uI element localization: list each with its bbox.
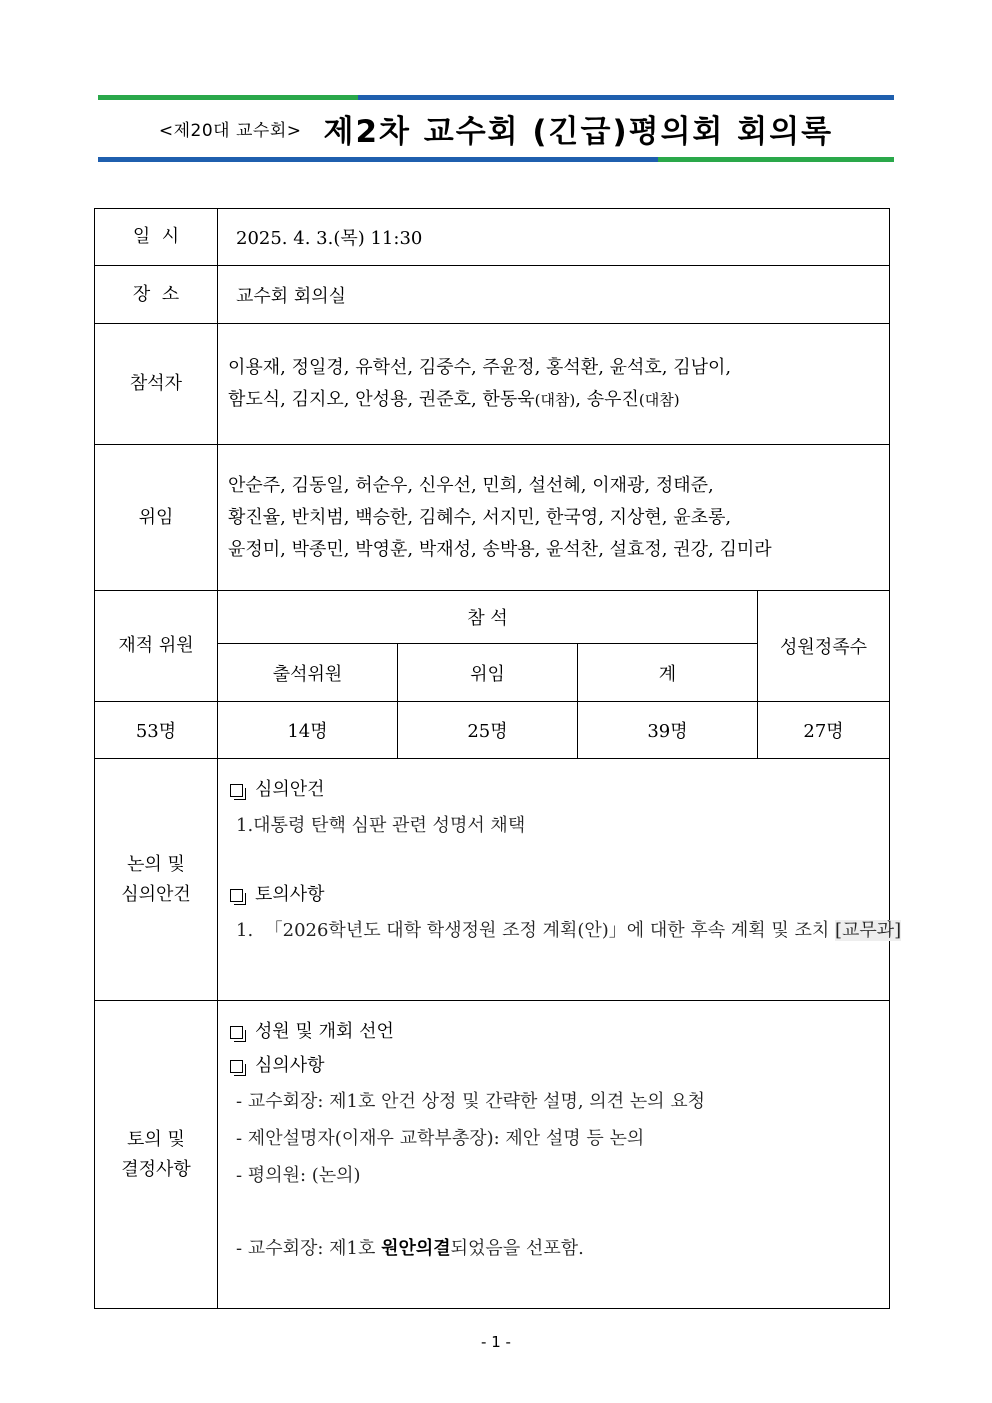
- section-heading: [228, 1015, 881, 1049]
- attendees-names: , 송우진: [575, 389, 639, 410]
- place-label: 장 소: [95, 266, 218, 324]
- row-count-header: [95, 591, 890, 644]
- decision-item: [228, 1230, 881, 1267]
- quorum-count: 27명: [758, 702, 890, 759]
- attendees-label: 참석자: [95, 324, 218, 445]
- attendees-line: 이용재, 정일경, 유학선, 김중수, 주윤정, 홍석환, 윤석호, 김남이,: [228, 357, 732, 378]
- section-heading: [228, 773, 881, 807]
- minutes-table: [94, 208, 902, 1309]
- attendees-list: [218, 324, 890, 445]
- agenda-item: 1.대통령 탄핵 심판 관련 성명서 채택: [236, 815, 526, 836]
- row-date: [95, 209, 890, 266]
- attend-label: 참 석: [218, 591, 758, 644]
- checkbox-icon: [230, 1060, 243, 1073]
- present-count: 14명: [218, 702, 398, 759]
- proxy-count-label: 위임: [398, 644, 578, 702]
- decision-item: - 제안설명자(이재우 교학부총장): 제안 설명 등 논의: [236, 1128, 645, 1149]
- decisions-content: [218, 1001, 890, 1309]
- page-number: - 1 -: [481, 1333, 511, 1351]
- agenda-label-line: 논의 및: [127, 853, 185, 875]
- decision-text: 되었음을 선포함.: [450, 1238, 584, 1259]
- place-value: 교수회 회의실: [218, 266, 890, 324]
- present-label: 출석위원: [218, 644, 398, 702]
- section-title: 성원 및 개회 선언: [255, 1021, 394, 1042]
- total-count: 39명: [578, 702, 758, 759]
- proxy-attendance-note: (대참): [638, 391, 680, 409]
- council-prefix: <제20대 교수회>: [158, 120, 302, 141]
- section-title: 심의안건: [255, 779, 325, 800]
- discussion-item: [228, 912, 902, 949]
- document-title: 제2차 교수회 (긴급)평의회 회의록: [323, 113, 834, 150]
- header-rule-bottom: [98, 157, 894, 162]
- decision-result: 원안의결: [381, 1238, 451, 1259]
- total-label: 계: [578, 644, 758, 702]
- checkbox-icon: [230, 1026, 243, 1039]
- section-title: 토의사항: [255, 884, 325, 905]
- date-label: 일 시: [95, 209, 218, 266]
- document-header: [98, 104, 894, 152]
- proxies-list: [218, 445, 890, 591]
- row-proxies: [95, 445, 890, 591]
- quorum-label: 성원정족수: [758, 591, 890, 702]
- agenda-content: [218, 759, 902, 1001]
- enrolled-label: 재적 위원: [95, 591, 218, 702]
- decisions-label: [95, 1001, 218, 1309]
- department-tag: [교무과]: [835, 920, 902, 941]
- enrolled-count: 53명: [95, 702, 218, 759]
- proxies-line: 황진율, 반치범, 백승한, 김혜수, 서지민, 한국영, 지상현, 윤초롱,: [228, 506, 732, 528]
- checkbox-icon: [230, 889, 243, 902]
- decisions-label-line: 토의 및: [127, 1128, 185, 1150]
- decision-item: - 평의원: (논의): [236, 1165, 361, 1186]
- section-heading: [228, 1049, 881, 1083]
- proxy-count: 25명: [398, 702, 578, 759]
- decision-item: - 교수회장: 제1호 안건 상정 및 간략한 설명, 의견 논의 요청: [236, 1091, 706, 1112]
- attendees-names: 함도식, 김지오, 안성용, 권준호, 한동욱: [228, 389, 535, 410]
- header-rule-top: [98, 95, 894, 100]
- row-place: [95, 266, 890, 324]
- proxy-attendance-note: (대참): [534, 391, 576, 409]
- agenda-label-line: 심의안건: [121, 883, 191, 905]
- row-agenda: [95, 759, 890, 1001]
- section-heading: [228, 878, 881, 912]
- row-count-values: [95, 702, 890, 759]
- row-decisions: [95, 1001, 890, 1309]
- proxies-line: 안순주, 김동일, 허순우, 신우선, 민희, 설선혜, 이재광, 정태준,: [228, 474, 714, 496]
- proxies-label: 위임: [95, 445, 218, 591]
- discussion-text: 1. 「2026학년도 대학 학생정원 조정 계획(안)」에 대한 후속 계획 및 조치: [236, 920, 835, 941]
- date-value: 2025. 4. 3.(목) 11:30: [218, 209, 890, 266]
- row-attendees: [95, 324, 890, 445]
- checkbox-icon: [230, 784, 243, 797]
- proxies-line: 윤정미, 박종민, 박영훈, 박재성, 송박용, 윤석찬, 설효정, 권강, 김미라: [228, 538, 772, 560]
- attendees-line: [228, 384, 885, 416]
- decisions-label-line: 결정사항: [121, 1158, 191, 1180]
- decision-text: - 교수회장: 제1호: [236, 1238, 382, 1259]
- section-title: 심의사항: [255, 1055, 325, 1076]
- agenda-label: [95, 759, 218, 1001]
